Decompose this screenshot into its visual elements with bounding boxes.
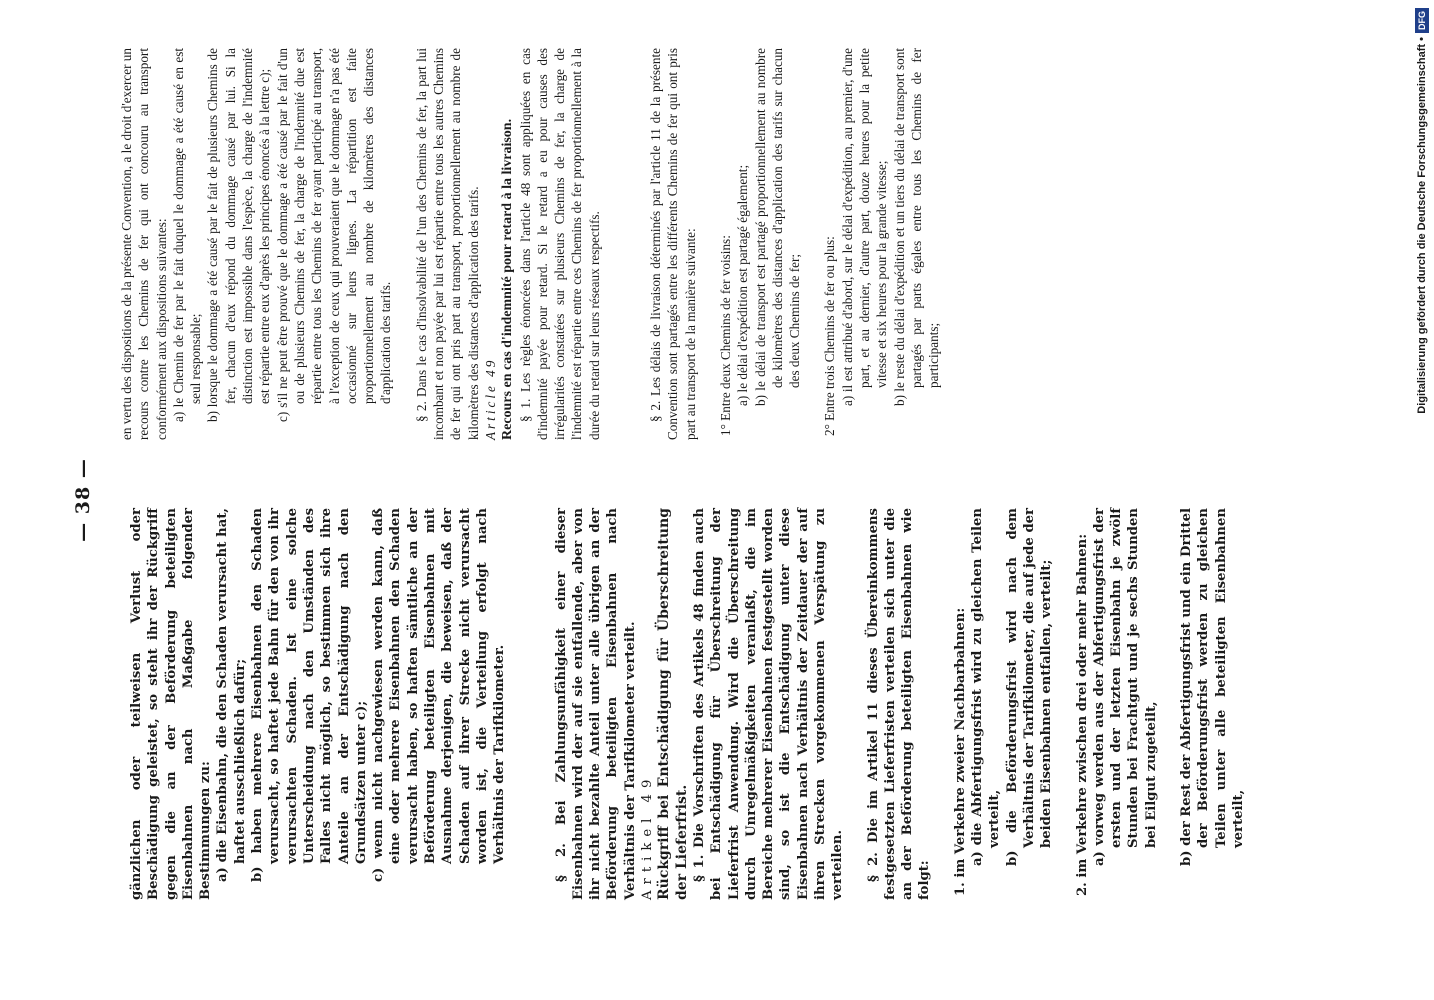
french-item-b: b) lorsque le dommage a été causé par le fait de plusieurs Chemins de fer, chacun d'eux répond du dommage causé par lui. Si la distinction est impossible dans l'espèce, la charge de l'indemnité est répartie entre eux d'après les principes énoncés à la lettre c); <box>205 47 273 422</box>
german-article-para-1: § 1. Die Vorschriften des Artikels 48 finden auch bei Entschädigung für Überschreitung der Lieferfrist Anwendung. Wird die Überschreitung durch Unregelmäßigkeiten veranlaßt, die im Bereiche mehrerer Eisenbahnen festgestellt worden sind, so ist die Entschädigung unter diese Eisenbahnen nach Verhältnis der Zeitdauer der auf ihren Strecken vorgekommenen Verspätung zu verteilen. <box>691 508 846 900</box>
dfg-logo: DFG <box>1415 8 1429 33</box>
german-item-a: a) die Eisenbahn, die den Schaden verursacht hat, haftet ausschließlich dafür; <box>215 507 248 882</box>
page-number: — 38 — <box>72 458 94 542</box>
german-case-1-item-a: a) die Abfertigungsfrist wird zu gleichen Teilen verteilt, <box>970 508 1003 866</box>
french-case-1-item-b: b) le délai de transport est partagé proportionnellement au nombre de kilomètres des distances d'application des tarifs sur chacun des deux Chemins de fer; <box>752 48 803 406</box>
german-intro: gänzlichen oder teilweisen Verlust oder Beschädigung geleistet, so steht ihr der Rückgriff gegen die an der Beförderung beteiligten Eisenbahnen nach Maßgabe folgender Bestimmungen zu: <box>129 508 214 900</box>
german-article-heading: Rückgriff bei Entschädigung für Überschreitung der Lieferfrist. <box>656 508 690 900</box>
digitization-watermark <box>1414 8 1430 992</box>
french-case-1: 1° Entre deux Chemins de fer voisins: <box>717 235 733 436</box>
french-case-2-item-a: a) il est attribué d'abord, sur le délai d'expédition, au premier, d'une part, et au dernier, d'autre part, douze heures pour la petite vitesse et six heures pour la grande vitesse; <box>839 48 890 406</box>
german-case-1: 1. im Verkehre zweier Nachbarbahnen: <box>952 607 968 896</box>
french-case-2: 2° Entre trois Chemins de fer ou plus: <box>822 236 838 436</box>
french-article-heading: Recours en cas d'indemnité pour retard à la livraison. <box>500 118 516 440</box>
french-case-1-item-a: a) le délai d'expédition est partagé également; <box>735 164 751 406</box>
german-case-2-item-a: a) vorweg werden aus der Abfertigungsfrist der ersten und der letzten Eisenbahn je zwölf Stunden bei Frachtgut und je sechs Stunden bei Eilgut zugeteilt, <box>1091 508 1159 866</box>
french-para-2: § 2. Dans le cas d'insolvabilité de l'un des Chemins de fer, la part lui incombant et non payée par lui est répartie entre tous les autres Chemins de fer qui ont pris part au transport, proportionnellement au nombre de kilomètres des distances d'application des tarifs. <box>413 48 481 440</box>
german-article-title: Artikel 49 <box>640 773 656 900</box>
french-case-2-item-b: b) le reste du délai d'expédition et un tiers du délai de transport sont partagés par parts égales entre tous les Chemins de fer participants; <box>891 48 942 406</box>
german-column <box>128 508 1247 900</box>
french-intro: en vertu des dispositions de la présente Convention, a le droit d'exercer un recours contre les Chemins de fer qui ont concouru au transport conformément aux dispositions suivantes: <box>119 48 169 440</box>
german-para-2: § 2. Bei Zahlungsunfähigkeit einer dieser Eisenbahnen wird der auf sie entfallende, aber von ihr nicht bezahlte Anteil unter alle übrigen an der Beförderung beteiligten Eisenbahnen nach Verhältnis der Tarifkilometer verteilt. <box>553 508 638 900</box>
french-item-c: c) s'il ne peut être prouvé que le dommage a été causé par le fait d'un ou de plusieurs Chemins de fer, la charge de l'indemnité due est répartie entre tous les Chemins de fer ayant participé au transport, à l'exception de ceux qui prouveraient que le dommage n'a pas été occasionné sur leurs lignes. La répartition est faite proportionnellement au nombre de kilomètres des distances d'application des tarifs. <box>274 48 394 422</box>
french-item-a: a) le Chemin de fer par le fait duquel le dommage a été causé en est seul responsable; <box>170 47 204 422</box>
watermark-text: Digitalisierung gefördert durch die Deutsche Forschungsgemeinschaft • <box>1416 37 1428 414</box>
german-item-c: c) wenn nicht nachgewiesen werden kann, daß eine oder mehrere Eisenbahnen den Schaden verursacht haben, so haften sämtliche an der Beförderung beteiligten Eisenbahnen mit Ausnahme derjenigen, die beweisen, daß der Schaden auf ihrer Strecke nicht verursacht worden ist, die Verteilung erfolgt nach Verhältnis der Tarifkilometer. <box>371 508 508 882</box>
french-article-para-1: § 1. Les règles énoncées dans l'article 48 sont appliquées en cas d'indemnité payée pour retard. Si le retard a eu pour causes des irrégularités constatées sur plusieurs Chemins de fer, la charge de l'indemnité est répartie entre ces Chemins de fer proportionnellement à la durée du retard sur leurs réseaux respectifs. <box>517 48 602 440</box>
german-case-2: 2. im Verkehre zwischen drei oder mehr Bahnen: <box>1074 533 1090 896</box>
german-item-b: b) haben mehrere Eisenbahnen den Schaden verursacht, so haftet jede Bahn für den von ihr verursachten Schaden. Ist eine solche Unterscheidung nach den Umständen des Falles nicht möglich, so bestimmen sich ihre Anteile an der Entschädigung nach den Grundsätzen unter c); <box>250 508 369 882</box>
french-article-para-2: § 2. Les délais de livraison déterminés par l'article 11 de la présente Convention sont partagés entre les différents Chemins de fer qui ont pris part au transport de la manière suivante: <box>648 48 698 440</box>
german-case-2-item-b: b) der Rest der Abfertigungsfrist und ein Drittel der Beförderungsfrist werden zu gleichen Teilen unter alle beteiligten Eisenbahnen verteilt, <box>1179 508 1246 866</box>
german-article-para-2: § 2. Die im Artikel 11 dieses Übereinkommens festgesetzten Lieferfristen verteilen sich unter die an der Beförderung beteiligten Eisenbahnen wie folgt: <box>865 508 933 900</box>
german-case-1-item-b: b) die Beförderungsfrist wird nach dem Verhältnis der Tarifkilometer, die auf jede der beiden Eisenbahnen entfallen, verteilt; <box>1004 507 1055 866</box>
french-column <box>118 48 942 440</box>
french-article-title: Article 49 <box>482 357 498 440</box>
